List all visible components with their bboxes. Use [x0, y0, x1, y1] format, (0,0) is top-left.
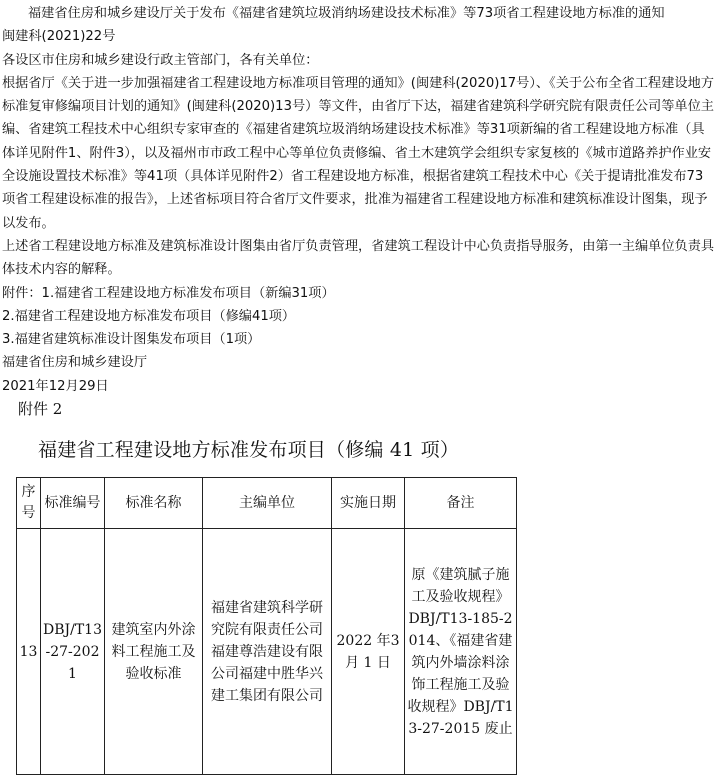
table-row [17, 529, 517, 775]
issue-date: 2021年12月29日 [2, 378, 109, 394]
notice-title: 福建省住房和城乡建设厅关于发布《福建省建筑垃圾消纳场建设技术标准》等73项省工程建设地方标准的通知 [28, 6, 665, 21]
header-code: 标准编号 [41, 478, 105, 529]
attachment-label: 附件 2 [18, 400, 63, 418]
header-editor: 主编单位 [203, 478, 332, 529]
body-paragraph-2: 上述省工程建设地方标准及建筑标准设计图集由省厅负责管理，省建筑工程设计中心负责指导服务，由第一主编单位负责具体技术内容的解释。 [2, 238, 715, 278]
header-date: 实施日期 [332, 478, 405, 529]
cell-code: DBJ/T13-27-2021 [41, 529, 105, 775]
table-header-row [17, 478, 517, 529]
attachment-item-2: 2.福建省工程建设地方标准发布项目（修编41项） [2, 308, 296, 324]
cell-remark: 原《建筑腻子施工及验收规程》DBJ/T13-185-2014、《福建省建筑内外墙涂料涂饰工程施工及验收规程》DBJ/T13-27-2015 废止 [405, 529, 517, 775]
header-no: 序号 [17, 478, 41, 529]
body-paragraph-1: 根据省厅《关于进一步加强福建省工程建设地方标准项目管理的通知》(闽建科(2020)17号）、《关于公布全省工程建设地方标准复审修编项目计划的通知》(闽建科(2020)13号）等文件，由省厅下达，福建省建筑科学研究院有限责任公司等单位主编、省建筑工程技术中心组织专家审查的《福建省建筑垃圾消纳场建设技术标准》等31项新编的省工程建设地方标准（具体详见附件1、附件3），以及福州市市政工程中心等单位负责修编、省土木建筑学会组织专家复核的《城市道路养护作业安全设施设置技术标准》等41项（具体详见附件2）省工程建设地方标准，根据省建筑工程技术中心《关于提请批准发布73项省工程建设标准的报告》，上述省标项目符合省厅文件要求，批准为福建省工程建设地方标准和建筑标准设计图集，现予以发布。 [2, 75, 714, 231]
table-title: 福建省工程建设地方标准发布项目（修编 41 项） [38, 439, 460, 461]
issuer: 福建省住房和城乡建设厅 [2, 355, 148, 371]
addressee: 各设区市住房和城乡建设行政主管部门，各有关单位： [2, 52, 319, 68]
cell-editor: 福建省建筑科学研究院有限责任公司福建尊浩建设有限公司福建中胜华兴建工集团有限公司 [203, 529, 332, 775]
cell-date: 2022 年3 月 1 日 [332, 529, 405, 775]
cell-name: 建筑室内外涂料工程施工及验收标准 [105, 529, 203, 775]
attachment-item-1: 附件：1.福建省工程建设地方标准发布项目（新编31项） [2, 285, 335, 301]
document-number: 闽建科(2021)22号 [2, 29, 116, 45]
header-name: 标准名称 [105, 478, 203, 529]
header-remark: 备注 [405, 478, 517, 529]
standards-table [16, 477, 517, 775]
cell-no: 13 [17, 529, 41, 775]
notice-document [2, 2, 716, 398]
attachment-item-3: 3.福建省建筑标准设计图集发布项目（1项） [2, 332, 261, 348]
